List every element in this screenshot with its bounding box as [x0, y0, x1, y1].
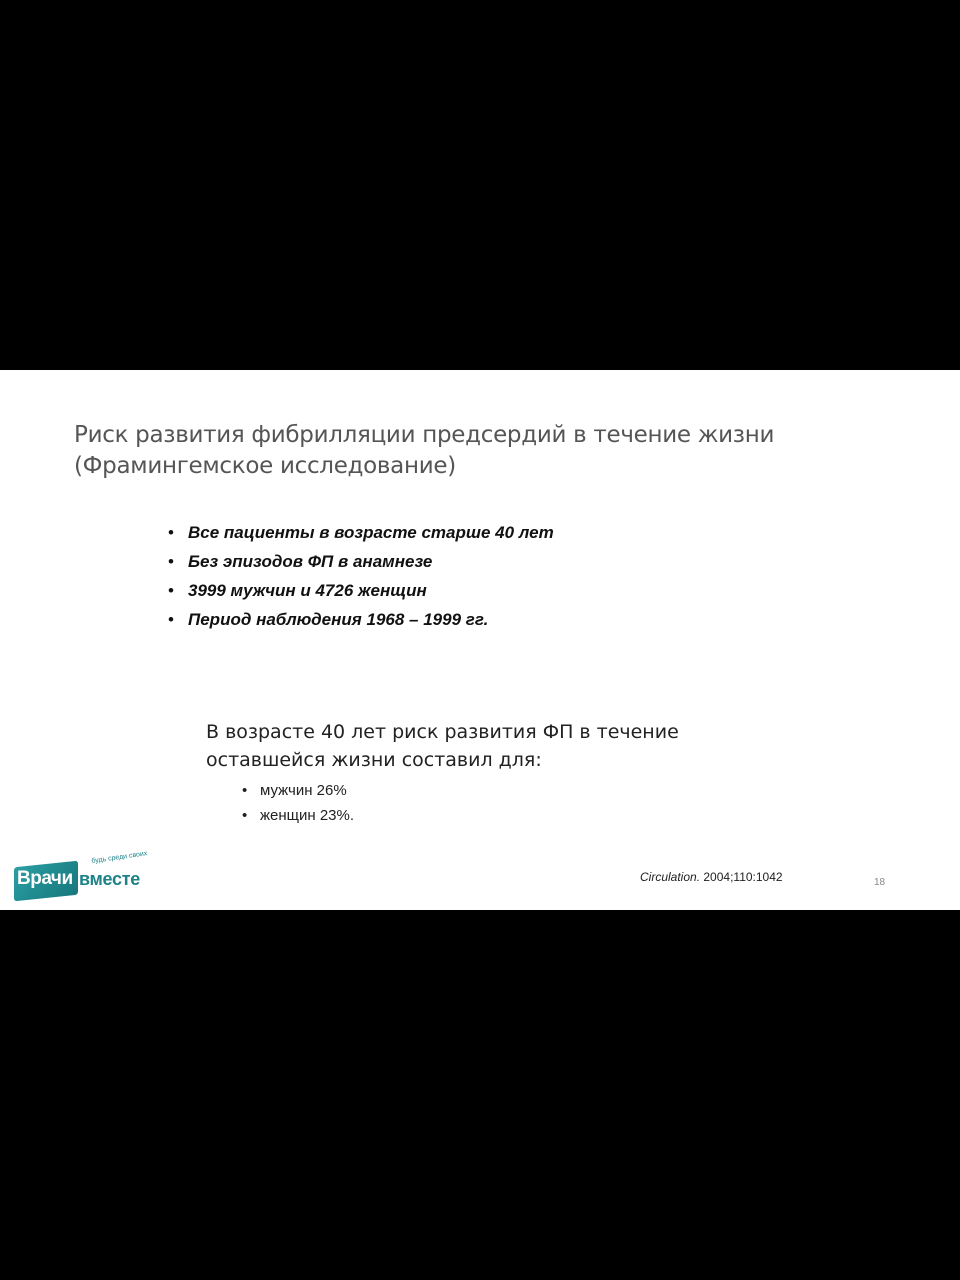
risk-value-men: • мужчин 26%	[242, 778, 846, 803]
logo-word-vmeste: вместе	[79, 869, 140, 889]
logo-word-vrachi: Врачи	[17, 868, 73, 889]
slide-title-line-1: Риск развития фибрилляции предсердий в течение жизни	[74, 422, 775, 448]
risk-summary	[206, 718, 846, 828]
citation	[640, 870, 783, 884]
citation-reference: 2004;110:1042	[703, 870, 783, 884]
presentation-slide	[0, 370, 960, 910]
slide-title-line-2: (Фрамингемское исследование)	[74, 453, 456, 479]
study-criteria-list	[168, 518, 554, 634]
slide-page-number: 18	[874, 877, 886, 888]
risk-values-list	[206, 778, 846, 828]
risk-summary-line-2: оставшейся жизни составил для:	[206, 749, 542, 771]
criteria-item: • Без эпизодов ФП в анамнезе	[168, 547, 554, 576]
criteria-item: • Все пациенты в возрасте старше 40 лет	[168, 518, 554, 547]
risk-summary-line-1: В возрасте 40 лет риск развития ФП в течение	[206, 721, 679, 743]
risk-value-women: • женщин 23%.	[242, 803, 846, 828]
criteria-item: • 3999 мужчин и 4726 женщин	[168, 576, 554, 605]
vrachi-vmeste-logo	[14, 850, 154, 904]
logo-tagline: будь среди своих	[91, 850, 148, 865]
risk-summary-text	[206, 718, 846, 774]
citation-journal: Circulation.	[640, 870, 701, 884]
criteria-item: • Период наблюдения 1968 – 1999 гг.	[168, 605, 554, 634]
slide-title	[74, 420, 894, 482]
